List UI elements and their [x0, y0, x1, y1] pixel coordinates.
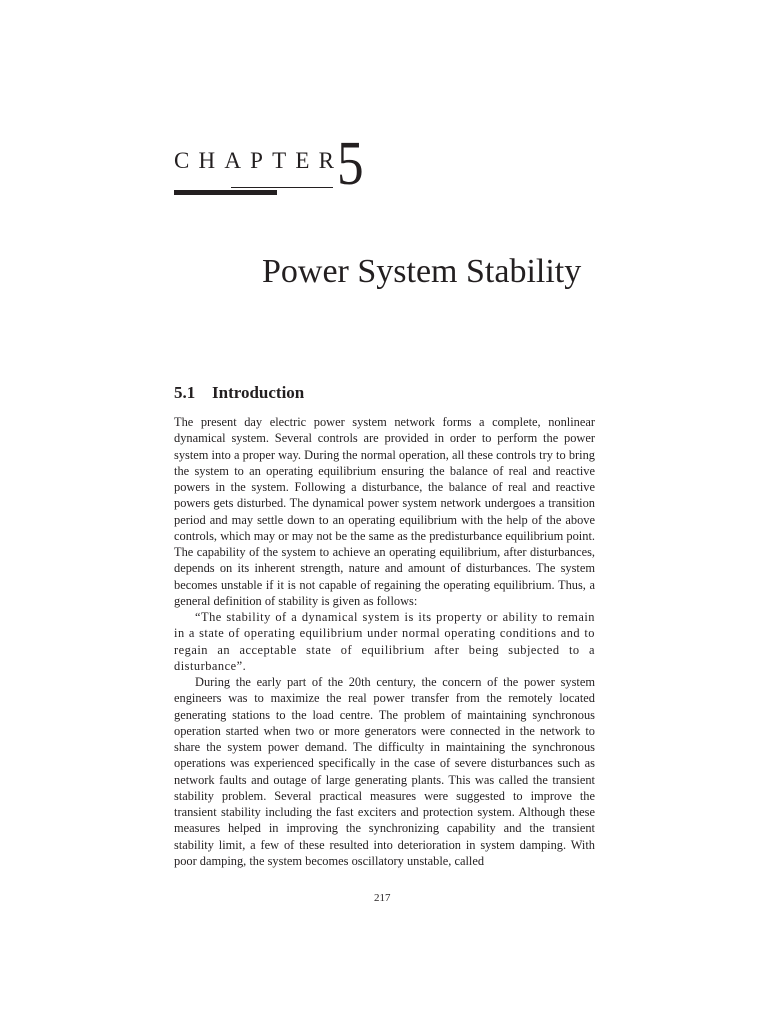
quoted-definition: “The stability of a dynamical system is its property or ability to remain in a state of operating equilibrium under normal operating conditions and to regain an acceptable state of equilibrium after being subjected to a disturbance”. — [174, 610, 595, 673]
page-number: 217 — [374, 892, 391, 904]
chapter-label: CHAPTER — [174, 148, 344, 173]
paragraph: The present day electric power system network forms a complete, nonlinear dynamical system. Several controls are provided in order to perform the power system into a proper way. During the normal operation, all these controls try to bring the system to an operating equilibrium ensuring the balance of real and reactive powers in the system. Following a disturbance, the balance of real and reactive powers gets disturbed. The dynamical power system network undergoes a transition period and may settle down to an operating equilibrium with the help of the above controls, which may or may not be the same as the predisturbance equilibrium point. The capability of the system to achieve an operating equilibrium, after disturbances, depends on its inherent strength, nature and amount of disturbances. The system becomes unstable if it is not capable of regaining the operating equilibrium. Thus, a general definition of stability is given as follows: — [174, 415, 595, 608]
chapter-title: Power System Stability — [262, 253, 582, 290]
section-number: 5.1 — [174, 383, 196, 402]
body-text — [174, 414, 595, 869]
chapter-rule-thin — [231, 187, 333, 188]
section-title: Introduction — [212, 383, 305, 402]
section-heading — [174, 382, 304, 404]
chapter-number: 5 — [337, 130, 364, 198]
paragraph: During the early part of the 20th century, the concern of the power system engineers was to maximize the real power transfer from the remotely located generating stations to the load centre. The problem of maintaining synchronous operation started when two or more generators were connected in the network to share the system power demand. The difficulty in maintaining the synchronous operations was experienced specifically in the case of severe disturbances such as network faults and outage of large generating plants. This was called the transient stability problem. Several practical measures were suggested to improve the transient stability including the fast exciters and protection system. Although these measures helped in improving the synchronizing capability and the transient stability limit, a few of these resulted into deterioration in system damping. With poor damping, the system becomes oscillatory unstable, called — [174, 675, 595, 868]
chapter-rule-thick — [174, 190, 277, 195]
